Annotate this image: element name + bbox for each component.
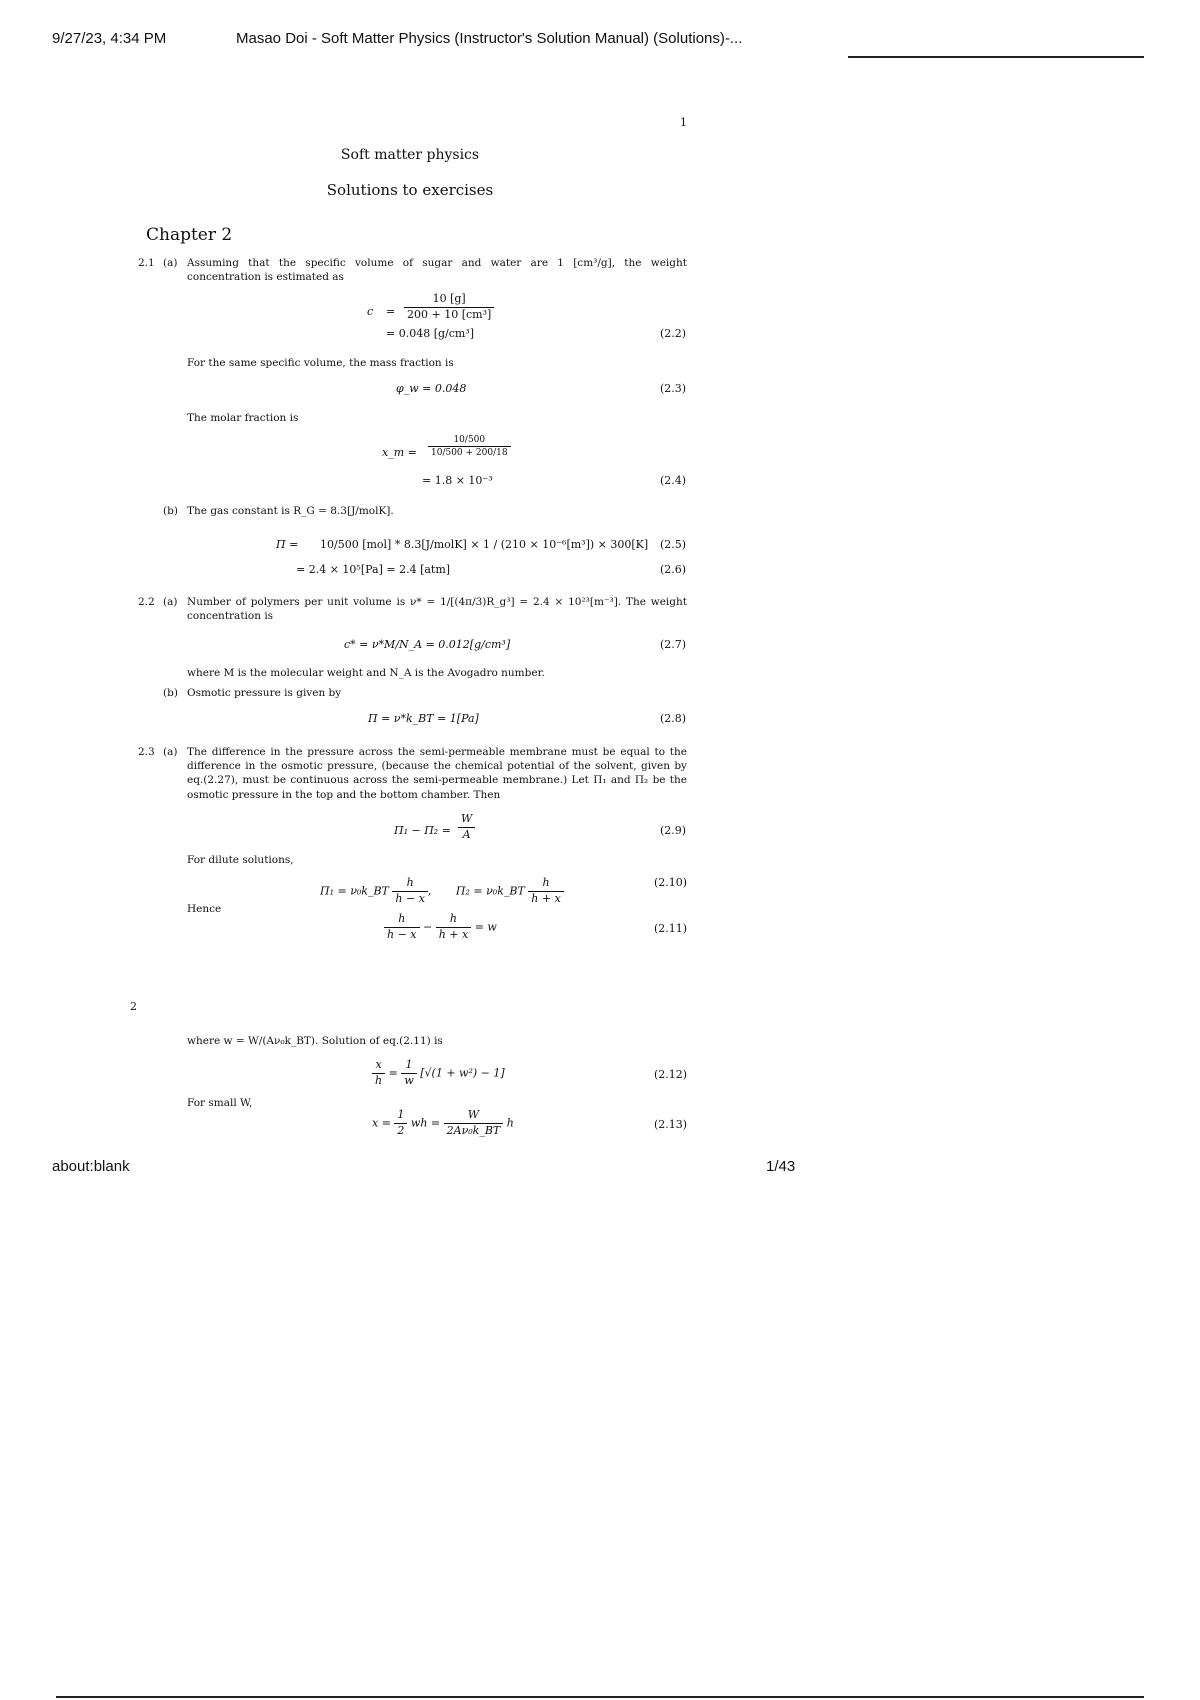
frac-denominator: h + x (438, 927, 469, 941)
frac-denominator: h − x (395, 891, 425, 905)
paragraph: For dilute solutions, (187, 854, 294, 866)
equation (372, 1108, 514, 1139)
equation-label: (2.7) (660, 638, 687, 651)
equation-label: (2.12) (654, 1068, 688, 1081)
print-footer-page: 1/43 (766, 1158, 796, 1175)
part-label: (b) (163, 505, 178, 517)
frac-denominator: A (462, 827, 471, 841)
frac-numerator: h (384, 912, 420, 928)
equation-label: (2.5) (660, 538, 687, 551)
frac-numerator: W (444, 1108, 504, 1124)
equation-lhs: Π₁ − Π₂ = (394, 824, 451, 837)
equation: = 2.4 × 10⁵[Pa] = 2.4 [atm] (296, 563, 451, 576)
frac-numerator: h (392, 876, 428, 892)
paragraph: For the same specific volume, the mass fraction is (187, 357, 454, 369)
frac-numerator: 1 (394, 1108, 407, 1124)
frac-denominator: 2 (397, 1123, 405, 1137)
exercise-number: 2.3 (138, 746, 155, 758)
equation-rest: [√(1 + w²) − 1] (420, 1066, 505, 1080)
equation-end: h (506, 1116, 514, 1130)
equation-lhs: Π = (276, 538, 299, 551)
eq-equals: = (386, 305, 396, 318)
equation-lhs: x = (372, 1116, 391, 1130)
part-label: (a) (163, 746, 178, 758)
paragraph: Osmotic pressure is given by (187, 687, 342, 699)
equation: c* = ν*M/N_A = 0.012[g/cm³] (344, 638, 511, 651)
frac-denominator: h − x (387, 927, 417, 941)
frac-numerator: 10/500 (428, 434, 511, 447)
equation-label: (2.4) (660, 474, 687, 487)
frac-numerator: x (372, 1058, 385, 1074)
print-datetime: 9/27/23, 4:34 PM (52, 30, 167, 47)
document-page: 1 Soft matter physics Solutions to exercises Chapter 2 2.1 (a) Assuming that the specific volume of sugar and water are 1 [cm³/g], the weight concentration is estimated as c = $\frac{10 [g]}{\text{200 + 10 [cm³]}}$ = 0.048 [g/cm³] (2.2) For the same specific volume, the mass fraction is φ_w = 0.048 (2.3) The molar fraction is x_m = $\frac{10/500}{10/500 + 200/18}$ = 1.8 × 10⁻³ (2.4) (b) The gas constant is R_G = 8.3[J/molK]. Π = 10/500 [mol] * 8.3[J/molK] × 1 / (210 × 10⁻⁶[m³]) × 300[K] (2.5) = 2.4 × 10⁵[Pa] = 2.4 [atm] (2.6) 2.2 (a) Number of polymers per unit volume is ν* = 1/[(4π/3)R_g³] = 2.4 × 10²³[m⁻³]. The weight concentration is c* = ν*M/N_A = 0.012[g/cm³] (2.7) where M is the molecular weight and N_A is the Avogadro number. (b) Osmotic pressure is given by Π = ν*k_BT = 1[Pa] (2.8) 2.3 (a) The difference in the pressure across the semi-permeable membrane must be equal to the difference in the osmotic pressure, (because the chemical potential of the solvent, given by eq.(2.27), must be continuous across the semi-permeable membrane.) Let Π₁ and Π₂ be the osmotic pressure in the top and the bottom chamber. Then Π₁ − Π₂ = $\frac{W}{A}$ (2.9) For dilute solutions, Π₁ = ν₀k_BT $\frac{h}{h - x}$ , Π₂ = ν₀k_BT $\frac{h}{h + x}$ (2.10) Hence $\frac{h}{h - x}$ − $\frac{h}{h + x}$ = w (2.11) 2 where w = W/(Aν₀k_BT). Solution of eq.(2.11) is $\frac{x}{h}$ = $\frac{1}{w}$ [√(1 + w²) − 1] (2.12) For small W, x = $\frac{1}{2}$ wh = $\frac{W}{\text{2Aν₀k\_BT}}$ h (2.13) (130, 116, 688, 1137)
equation: Π = ν*k_BT = 1[Pa] (368, 712, 479, 725)
frac-numerator: h (436, 912, 472, 928)
frac-numerator: h (528, 876, 564, 892)
equation-rhs: = w (474, 920, 497, 934)
equation-part: Π₂ = ν₀k_BT (455, 884, 525, 898)
paragraph: For small W, (187, 1097, 253, 1109)
paragraph: The gas constant is R_G = 8.3[J/molK]. (187, 505, 394, 517)
equation-part: Π₁ = ν₀k_BT (320, 884, 389, 898)
equation-mid: wh = (410, 1116, 441, 1130)
frac-numerator: 1 (401, 1058, 416, 1074)
equation: 10/500 [mol] * 8.3[J/molK] × 1 / (210 × 10⁻⁶[m³]) × 300[K] (320, 538, 649, 551)
equation-label: (2.10) (654, 876, 688, 889)
equation-label: (2.8) (660, 712, 687, 725)
doc-subtitle: Solutions to exercises (326, 181, 494, 199)
equation: Π₁ = ν₀k_BT $\frac{h}{h - x}$ , Π₂ = ν₀k_BT $\frac{h}{h + x}$ (320, 876, 564, 907)
frac-numerator: 10 [g] (404, 292, 494, 308)
frac-denominator: 10/500 + 200/18 (431, 448, 508, 459)
paragraph: Number of polymers per unit volume is ν* = 1/[(4π/3)R_g³] = 2.4 × 10²³[m⁻³]. The weight concentration is (187, 596, 687, 623)
frac-numerator: W (458, 812, 475, 828)
paragraph: The difference in the pressure across the semi-permeable membrane must be equal to the difference in the osmotic pressure, (because the chemical potential of the solvent, given by eq.(2.27), must be continuous across the semi-permeable membrane.) Let Π₁ and Π₂ be the osmotic pressure in the top and the bottom chamber. Then (187, 746, 687, 801)
equation-fraction (428, 434, 511, 459)
doc-title: Soft matter physics (340, 147, 480, 163)
equation: $\frac{x}{h}$ = $\frac{1}{w}$ [√(1 + w²) − 1] (372, 1058, 505, 1089)
chapter-heading: Chapter 2 (146, 225, 233, 245)
frac-denominator: 200 + 10 [cm³] (407, 307, 492, 321)
frac-denominator: w (404, 1073, 414, 1087)
equation-fraction (404, 292, 494, 323)
bottom-rule (56, 1696, 1144, 1698)
equation (384, 912, 497, 943)
part-label: (b) (163, 687, 178, 699)
print-document-title: Masao Doi - Soft Matter Physics (Instructor's Solution Manual) (Solutions)-... (236, 30, 743, 47)
equation-line: 0.048 [g/cm³] (398, 327, 475, 340)
equation-label: (2.6) (660, 563, 687, 576)
exercise-number: 2.1 (138, 257, 155, 269)
equation-lhs: x_m = (382, 446, 417, 459)
equation-operator: − (423, 920, 433, 934)
equation-label: (2.11) (654, 922, 688, 935)
frac-denominator: h (375, 1073, 383, 1087)
paragraph: Assuming that the specific volume of sugar and water are 1 [cm³/g], the weight concentration is estimated as (187, 257, 687, 284)
paragraph: The molar fraction is (187, 412, 299, 424)
part-label: (a) (163, 596, 178, 608)
page-number-1: 1 (680, 116, 687, 129)
part-label: (a) (163, 257, 178, 269)
paragraph: Hence (187, 903, 222, 915)
paragraph: where M is the molecular weight and N_A is the Avogadro number. (187, 667, 545, 679)
equation-line: = 1.8 × 10⁻³ (422, 474, 493, 487)
page-number-2: 2 (130, 1000, 137, 1013)
equation-label: (2.13) (654, 1118, 688, 1131)
paragraph: where w = W/(Aν₀k_BT). Solution of eq.(2.11) is (187, 1035, 443, 1047)
frac-denominator: h + x (531, 891, 561, 905)
equation-label: (2.2) (660, 327, 687, 340)
equation-label: (2.9) (660, 824, 687, 837)
print-footer-url: about:blank (52, 1158, 130, 1175)
equation-label: (2.3) (660, 382, 687, 395)
eq-symbol: c (367, 305, 374, 318)
equation: φ_w = 0.048 (396, 382, 467, 395)
frac-denominator: 2Aν₀k_BT (446, 1123, 501, 1137)
equation-fraction (458, 812, 475, 843)
exercise-number: 2.2 (138, 596, 155, 608)
